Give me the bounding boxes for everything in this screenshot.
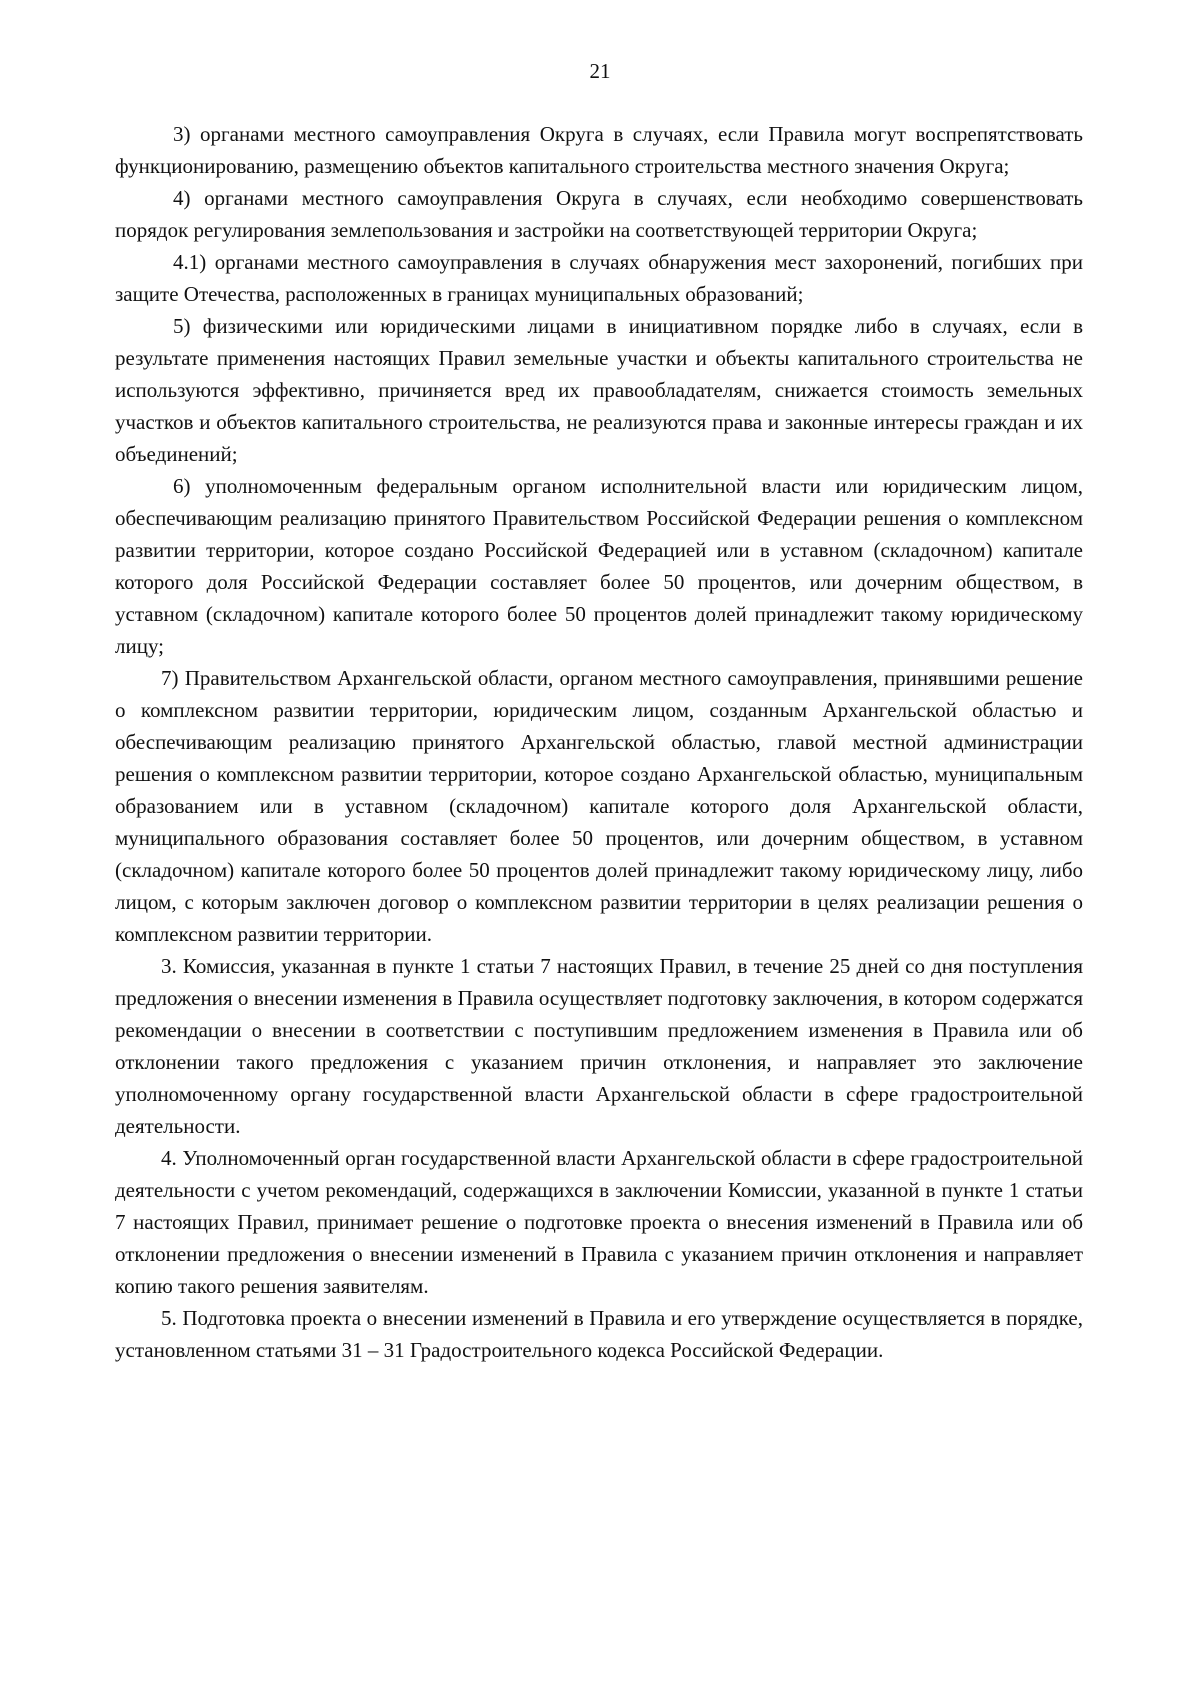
paragraph-section-5: 5. Подготовка проекта о внесении изменений в Правила и его утверждение осуществляется в порядке, установленном статьями 31 – 31 Градостроительного кодекса Российской Федерации.: [115, 1306, 1083, 1362]
paragraph-item-5: 5) физическими или юридическими лицами в инициативном порядке либо в случаях, если в результате применения настоящих Правил земельные участки и объекты капитального строительства не используются эффективно, причиняется вред их правообладателям, снижается стоимость земельных участков и объектов капитального строительства, не реализуются права и законные интересы граждан и их объединений;: [115, 314, 1083, 466]
paragraph-item-4: 4) органами местного самоуправления Округа в случаях, если необходимо совершенствовать порядок регулирования землепользования и застройки на соответствующей территории Округа;: [115, 186, 1083, 242]
paragraph-item-3: 3) органами местного самоуправления Округа в случаях, если Правила могут воспрепятствовать функционированию, размещению объектов капитального строительства местного значения Округа;: [115, 122, 1083, 178]
paragraph-item-4-1: 4.1) органами местного самоуправления в случаях обнаружения мест захоронений, погибших при защите Отечества, расположенных в границах муниципальных образований;: [115, 250, 1083, 306]
paragraph-item-7: 7) Правительством Архангельской области, органом местного самоуправления, принявшими решение о комплексном развитии территории, юридическим лицом, созданным Архангельской областью и обеспечивающим реализацию принятого Архангельской областью, главой местной администрации решения о комплексном развитии территории, которое создано Архангельской областью, муниципальным образованием или в уставном (складочном) капитале которого доля Архангельской области, муниципального образования составляет более 50 процентов, или дочерним обществом, в уставном (складочном) капитале которого более 50 процентов долей принадлежит такому юридическому лицу, либо лицом, с которым заключен договор о комплексном развитии территории в целях реализации решения о комплексном развитии территории.: [115, 666, 1083, 946]
paragraph-item-6: 6) уполномоченным федеральным органом исполнительной власти или юридическим лицом, обеспечивающим реализацию принятого Правительством Российской Федерации решения о комплексном развитии территории, которое создано Российской Федерацией или в уставном (складочном) капитале которого доля Российской Федерации составляет более 50 процентов, или дочерним обществом, в уставном (складочном) капитале которого более 50 процентов долей принадлежит такому юридическому лицу;: [115, 474, 1083, 658]
paragraph-section-3: 3. Комиссия, указанная в пункте 1 статьи 7 настоящих Правил, в течение 25 дней со дня поступления предложения о внесении изменения в Правила осуществляет подготовку заключения, в котором содержатся рекомендации о внесении в соответствии с поступившим предложением изменения в Правила или об отклонении такого предложения с указанием причин отклонения, и направляет это заключение уполномоченному органу государственной власти Архангельской области в сфере градостроительной деятельности.: [115, 954, 1083, 1138]
paragraph-section-4: 4. Уполномоченный орган государственной власти Архангельской области в сфере градостроительной деятельности с учетом рекомендаций, содержащихся в заключении Комиссии, указанной в пункте 1 статьи 7 настоящих Правил, принимает решение о подготовке проекта о внесения изменений в Правила или об отклонении предложения о внесении изменений в Правила с указанием причин отклонения и направляет копию такого решения заявителям.: [115, 1146, 1083, 1298]
document-body: [115, 118, 1083, 1366]
page-number: 21: [589, 59, 611, 83]
